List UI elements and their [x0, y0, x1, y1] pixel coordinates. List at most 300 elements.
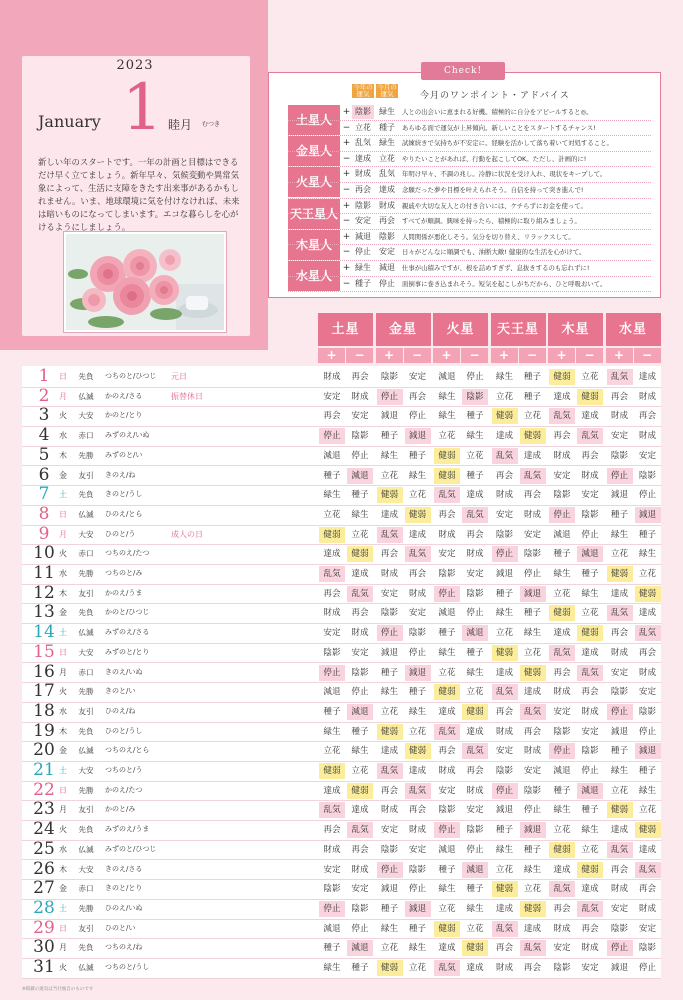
fortune-cell: 達成 — [380, 746, 399, 757]
fortune-cell: 安定 — [495, 509, 514, 520]
fortune-cell: 再会 — [523, 963, 542, 973]
fortune-cell: 財成 — [610, 411, 629, 422]
fortune-cell: 安定 — [523, 766, 542, 776]
fortune-cell: 陰影 — [553, 490, 571, 501]
fortune-cell: 安定 — [408, 844, 427, 855]
advice-text: 面倒事に巻き込まれそう。短気を起こしがちだから、ひと呼吸おいて。 — [402, 279, 607, 288]
advice-month-fortune: 達成 — [379, 185, 395, 194]
fortune-cell: 安定 — [323, 864, 341, 875]
fortune-cell: 立花 — [581, 372, 599, 382]
rokuyo: 仏滅 — [78, 963, 94, 972]
fortune-cell: 健弱 — [577, 862, 603, 878]
fortune-cell: 緑生 — [380, 450, 399, 461]
advice-sign: + — [342, 138, 351, 149]
day-number: 28 — [33, 897, 55, 918]
fortune-cell: 減退 — [323, 687, 341, 698]
fortune-cell: 緑生 — [408, 943, 427, 954]
eto: きのと/とり — [105, 884, 143, 893]
fortune-cell: 再会 — [351, 844, 369, 855]
fortune-cell: 緑生 — [466, 903, 484, 914]
fortune-cell: 財成 — [553, 450, 571, 461]
month-kana: むつき — [202, 121, 221, 128]
weekday: 日 — [59, 509, 67, 519]
fortune-cell: 種子 — [581, 805, 599, 816]
advice-text: 年明け早々、不調の兆し。冷静に状況を受け入れ、現状をキープして。 — [402, 170, 607, 179]
planet-header-2: 火星 — [433, 313, 488, 346]
rokuyo: 大安 — [78, 529, 94, 539]
advice-year-fortune: 種子 — [355, 278, 371, 288]
fortune-cell: 減退 — [520, 586, 546, 602]
fortune-cell: 健弱 — [347, 783, 373, 799]
fortune-cell: 減退 — [635, 743, 661, 759]
eto: かのと/ひつじ — [105, 608, 150, 617]
fortune-cell: 達成 — [553, 628, 571, 639]
fortune-cell: 達成 — [638, 372, 657, 382]
fortune-cell: 減退 — [553, 529, 571, 540]
fortune-cell: 陰影 — [351, 431, 369, 442]
day-number: 2 — [38, 385, 50, 406]
fortune-cell: 減退 — [405, 428, 431, 444]
advice-text: すべてが順調。興味を持ったら、積極的に取り組みましょう。 — [402, 217, 581, 226]
fortune-cell: 乱気 — [347, 822, 373, 838]
eto: きのと/い — [105, 687, 136, 696]
day-number: 25 — [33, 838, 55, 859]
fortune-cell: 健弱 — [405, 507, 431, 523]
advice-month-fortune: 緑生 — [379, 107, 395, 116]
fortune-cell: 再会 — [466, 766, 484, 776]
fortune-cell: 陰影 — [351, 903, 369, 914]
advice-sign: + — [342, 231, 351, 242]
rokuyo: 先勝 — [78, 569, 94, 578]
fortune-cell: 財成 — [523, 509, 542, 520]
weekday: 月 — [59, 805, 67, 815]
fortune-cell: 再会 — [495, 470, 514, 481]
fortune-cell: 健弱 — [577, 625, 603, 641]
fortune-cell: 減退 — [610, 490, 629, 501]
fortune-cell: 停止 — [408, 884, 427, 895]
fortune-cell: 再会 — [351, 608, 369, 619]
plus-header-1: + — [376, 348, 403, 363]
fortune-cell: 陰影 — [495, 766, 514, 776]
advice-year-fortune: 再会 — [355, 185, 371, 194]
day-row — [22, 958, 661, 979]
fortune-cell: 停止 — [638, 963, 657, 973]
advice-planet-label: 土星人 — [288, 105, 340, 135]
eto: つちのと/う — [105, 766, 143, 774]
fortune-cell: 健弱 — [549, 605, 575, 621]
fortune-cell: 減退 — [380, 884, 399, 895]
rokuyo: 仏滅 — [78, 509, 94, 519]
fortune-cell: 乱気 — [492, 684, 518, 700]
fortune-cell: 健弱 — [549, 369, 575, 385]
fortune-cell: 健弱 — [462, 704, 488, 720]
fortune-cell: 健弱 — [520, 665, 546, 681]
rokuyo: 先負 — [78, 490, 94, 500]
advice-sign: − — [342, 153, 351, 164]
advice-sign: − — [342, 278, 351, 289]
fortune-cell: 健弱 — [434, 468, 460, 484]
fortune-cell: 立花 — [380, 470, 399, 481]
fortune-cell: 減退 — [438, 372, 456, 382]
fortune-cell: 健弱 — [434, 684, 460, 700]
fortune-cell: 乱気 — [405, 546, 431, 562]
fortune-cell: 緑生 — [581, 825, 599, 836]
fortune-cell: 再会 — [408, 805, 427, 816]
fortune-cell: 健弱 — [607, 566, 633, 582]
day-row — [22, 860, 661, 881]
month-english: January — [38, 112, 101, 131]
eto: みずのと/い — [105, 450, 143, 459]
fortune-cell: 再会 — [408, 391, 427, 402]
day-number: 30 — [33, 937, 55, 958]
fortune-cell: 財成 — [581, 943, 599, 954]
advice-sign: − — [342, 122, 351, 133]
weekday: 金 — [59, 470, 67, 480]
fortune-cell: 種子 — [323, 470, 341, 481]
rokuyo: 大安 — [78, 766, 94, 775]
fortune-cell: 達成 — [523, 687, 542, 698]
fortune-cell: 財成 — [638, 667, 657, 678]
day-row — [22, 722, 661, 743]
fortune-cell: 陰影 — [610, 923, 629, 934]
fortune-cell: 陰影 — [581, 509, 599, 520]
fortune-cell: 安定 — [408, 372, 427, 382]
fortune-cell: 健弱 — [520, 901, 546, 917]
fortune-cell: 停止 — [434, 822, 460, 838]
fortune-cell: 緑生 — [495, 372, 514, 382]
fortune-cell: 財成 — [638, 903, 657, 914]
day-number: 24 — [33, 819, 55, 840]
fortune-cell: 緑生 — [581, 588, 599, 599]
rokuyo: 先勝 — [78, 903, 94, 913]
holiday-label: 元日 — [171, 372, 187, 381]
fortune-cell: 陰影 — [523, 549, 542, 560]
rokuyo: 赤口 — [78, 667, 94, 677]
day-number: 14 — [33, 622, 55, 643]
fortune-cell: 再会 — [553, 431, 571, 442]
eto: みずのえ/うま — [105, 825, 150, 834]
fortune-cell: 達成 — [351, 805, 369, 816]
rokuyo: 仏滅 — [78, 628, 94, 638]
day-number: 31 — [33, 957, 55, 977]
advice-heading: 今月のワンポイント・アドバイス — [420, 91, 570, 101]
fortune-cell: 乱気 — [549, 881, 575, 897]
fortune-cell: 種子 — [380, 431, 399, 442]
fortune-cell: 安定 — [351, 647, 369, 658]
fortune-cell: 立花 — [408, 963, 427, 973]
fortune-cell: 陰影 — [523, 785, 542, 796]
weekday: 水 — [59, 844, 67, 854]
fortune-cell: 種子 — [466, 470, 484, 481]
weekday: 火 — [59, 687, 67, 697]
fortune-cell: 財成 — [408, 825, 427, 836]
fortune-cell: 陰影 — [380, 372, 399, 382]
fortune-cell: 停止 — [607, 468, 633, 484]
plus-header-4: + — [548, 348, 575, 363]
advice-month-fortune: 種子 — [379, 122, 395, 132]
weekday: 月 — [59, 529, 67, 539]
fortune-cell: 停止 — [549, 507, 575, 523]
weekday: 月 — [59, 667, 67, 677]
advice-text: 人との出会いに恵まれる好機。積極的に自分をアピールすると◎。 — [402, 108, 593, 116]
day-row — [22, 800, 661, 821]
advice-year-fortune: 安定 — [355, 216, 371, 226]
weekday: 日 — [59, 647, 67, 657]
fortune-cell: 減退 — [380, 411, 399, 422]
eto: つちのと/ひつじ — [105, 372, 157, 380]
fortune-cell: 再会 — [610, 864, 629, 875]
advice-text: 親戚や大切な友人との付き合いには、ケチらずにお金を使って。 — [402, 201, 587, 210]
fortune-cell: 停止 — [581, 766, 599, 776]
weekday: 火 — [59, 963, 67, 972]
fortune-cell: 乱気 — [520, 468, 546, 484]
fortune-cell: 乱気 — [377, 527, 403, 543]
day-row — [22, 781, 661, 802]
fortune-cell: 健弱 — [635, 586, 661, 602]
fortune-cell: 立花 — [380, 706, 399, 717]
fortune-cell: 乱気 — [549, 408, 575, 424]
fortune-cell: 停止 — [638, 726, 657, 737]
rokuyo: 大安 — [78, 411, 94, 421]
fortune-cell: 財成 — [581, 706, 599, 717]
fortune-cell: 緑生 — [323, 963, 341, 973]
advice-sign: − — [342, 185, 351, 195]
weekday: 木 — [59, 864, 67, 874]
fortune-cell: 停止 — [607, 940, 633, 956]
fortune-cell: 陰影 — [553, 726, 571, 737]
fortune-cell: 種子 — [638, 766, 657, 776]
fortune-cell: 財成 — [610, 884, 629, 895]
minus-header-4: − — [576, 348, 603, 363]
fortune-cell: 緑生 — [380, 687, 399, 698]
fortune-cell: 健弱 — [492, 645, 518, 661]
fortune-cell: 財成 — [495, 726, 514, 737]
weekday: 金 — [59, 746, 67, 756]
fortune-cell: 減退 — [438, 608, 456, 619]
weekday: 月 — [59, 391, 67, 401]
fortune-cell: 立花 — [523, 647, 542, 658]
fortune-cell: 停止 — [581, 529, 599, 540]
fortune-cell: 停止 — [377, 862, 403, 878]
advice-sign: − — [342, 216, 351, 227]
fortune-cell: 安定 — [523, 529, 542, 540]
fortune-cell: 再会 — [553, 903, 571, 914]
fortune-cell: 安定 — [438, 785, 456, 796]
fortune-cell: 達成 — [408, 529, 427, 540]
eto: かのえ/うま — [105, 588, 143, 597]
fortune-cell: 乱気 — [607, 842, 633, 858]
day-row — [22, 564, 661, 585]
eto: つちのえ/ね — [105, 943, 143, 952]
weekday: 土 — [59, 903, 67, 913]
advice-planet-label: 金星人 — [288, 136, 340, 166]
eto: つちのと/うし — [105, 963, 150, 971]
check-title: Check! — [421, 62, 505, 80]
month-fortune-header: 今月の運気 — [377, 83, 397, 98]
month-number: 1 — [122, 71, 163, 145]
weekday: 木 — [59, 588, 67, 598]
month-japanese: 睦月 — [168, 118, 193, 132]
eto: つちのえ/とら — [105, 746, 150, 755]
fortune-cell: 減退 — [462, 862, 488, 878]
fortune-cell: 立花 — [638, 569, 657, 579]
eto: ひのと/う — [105, 529, 136, 538]
fortune-cell: 停止 — [408, 411, 427, 422]
fortune-cell: 種子 — [408, 923, 427, 934]
fortune-cell: 達成 — [438, 943, 456, 954]
fortune-cell: 緑生 — [553, 569, 571, 579]
fortune-cell: 減退 — [495, 569, 514, 579]
day-number: 3 — [38, 405, 50, 426]
fortune-cell: 立花 — [351, 529, 369, 540]
fortune-cell: 立花 — [495, 391, 514, 402]
fortune-cell: 健弱 — [319, 527, 345, 543]
rokuyo: 友引 — [78, 923, 94, 933]
eto: ひのえ/いぬ — [105, 903, 143, 912]
fortune-cell: 達成 — [438, 706, 456, 717]
fortune-cell: 緑生 — [380, 923, 399, 934]
fortune-cell: 財成 — [638, 391, 657, 402]
advice-month-fortune: 陰影 — [379, 231, 395, 241]
fortune-cell: 停止 — [408, 647, 427, 658]
fortune-cell: 健弱 — [377, 487, 403, 503]
fortune-cell: 種子 — [438, 628, 456, 639]
planet-header-1: 金星 — [376, 313, 431, 346]
fortune-cell: 減退 — [405, 901, 431, 917]
fortune-cell: 緑生 — [438, 411, 456, 422]
fortune-cell: 減退 — [347, 940, 373, 956]
weekday: 金 — [59, 884, 67, 894]
advice-year-fortune: 立花 — [355, 122, 371, 132]
fortune-cell: 安定 — [638, 687, 657, 698]
fortune-cell: 種子 — [581, 569, 599, 579]
fortune-cell: 陰影 — [581, 746, 599, 757]
rokuyo: 大安 — [78, 864, 94, 874]
fortune-cell: 立花 — [638, 805, 657, 816]
fortune-cell: 再会 — [466, 529, 484, 540]
fortune-cell: 減退 — [610, 963, 629, 973]
fortune-cell: 財成 — [610, 647, 629, 658]
weekday: 水 — [59, 569, 67, 578]
fortune-cell: 停止 — [492, 546, 518, 562]
fortune-cell: 乱気 — [434, 960, 460, 976]
fortune-cell: 達成 — [495, 667, 514, 678]
fortune-cell: 緑生 — [438, 647, 456, 658]
advice-text: 日々がどんなに順調でも、油断大敵! 健康的な生活を心がけて。 — [402, 248, 586, 257]
fortune-cell: 乱気 — [520, 704, 546, 720]
rose-bouquet-image — [66, 234, 224, 330]
fortune-cell: 財成 — [553, 687, 571, 698]
fortune-cell: 種子 — [408, 450, 427, 461]
fortune-cell: 陰影 — [380, 608, 399, 619]
year-fortune-header: 今年の運気 — [353, 83, 373, 98]
day-number: 22 — [33, 779, 55, 800]
fortune-cell: 達成 — [466, 726, 484, 737]
rokuyo: 仏滅 — [78, 746, 94, 756]
fortune-cell: 健弱 — [319, 763, 345, 779]
fortune-cell: 乱気 — [319, 802, 345, 818]
fortune-cell: 再会 — [408, 569, 427, 579]
fortune-cell: 立花 — [495, 628, 514, 639]
fortune-cell: 達成 — [408, 766, 427, 776]
fortune-cell: 再会 — [323, 411, 341, 422]
weekday: 木 — [59, 450, 67, 460]
advice-text: やりたいことがあれば、行動を起こしてOK。ただし、計画的に! — [402, 154, 587, 163]
fortune-cell: 減退 — [323, 450, 341, 461]
fortune-cell: 種子 — [323, 706, 341, 717]
rokuyo: 先負 — [78, 372, 94, 381]
eto: つちのえ/たつ — [105, 549, 150, 558]
eto: かのと/とり — [105, 411, 143, 420]
rokuyo: 赤口 — [78, 431, 94, 441]
fortune-cell: 達成 — [523, 923, 542, 934]
fortune-cell: 乱気 — [434, 487, 460, 503]
day-number: 26 — [33, 858, 55, 879]
day-row — [22, 899, 661, 920]
fortune-cell: 財成 — [351, 864, 369, 875]
fortune-cell: 停止 — [377, 389, 403, 405]
fortune-cell: 乱気 — [492, 448, 518, 464]
fortune-cell: 安定 — [408, 608, 427, 619]
advice-month-fortune: 立花 — [379, 153, 395, 163]
fortune-cell: 種子 — [408, 687, 427, 698]
fortune-cell: 安定 — [581, 726, 599, 737]
rokuyo: 赤口 — [78, 884, 94, 894]
rokuyo: 先勝 — [78, 785, 94, 795]
day-row — [22, 682, 661, 703]
advice-year-fortune: 陰影 — [355, 200, 371, 210]
weekday: 火 — [59, 825, 67, 835]
fortune-cell: 減退 — [577, 783, 603, 799]
fortune-cell: 達成 — [523, 450, 542, 461]
fortune-cell: 安定 — [380, 825, 399, 836]
fortune-cell: 停止 — [319, 428, 345, 444]
advice-text: 仕事が山積みですが、根を詰めすぎず、息抜きするのも忘れずに! — [402, 264, 590, 272]
advice-month-fortune: 安定 — [379, 247, 395, 257]
fortune-cell: 財成 — [323, 608, 341, 619]
intro-text: 新しい年のスタートです。一年の計画と目標はできるだけ早く立てましょう。新年早々、気候変動や異常気象によって、生活に支障をきたす出来事があるかもしれません。いま、地球環境に気を付けなければ、未来は暗いものになってしまいます。エコな暮らしを心がけるようにしましょう。 — [38, 157, 240, 232]
fortune-cell: 再会 — [638, 647, 657, 658]
eto: かのえ/たつ — [105, 785, 143, 794]
rokuyo: 仏滅 — [78, 844, 94, 854]
day-row — [22, 446, 661, 467]
day-number: 21 — [33, 760, 55, 780]
fortune-cell: 達成 — [495, 903, 514, 914]
fortune-cell: 陰影 — [408, 864, 427, 875]
fortune-cell: 再会 — [438, 746, 456, 757]
advice-month-fortune: 減退 — [379, 263, 395, 272]
fortune-cell: 乱気 — [462, 743, 488, 759]
fortune-cell: 安定 — [466, 569, 484, 579]
fortune-cell: 減退 — [553, 766, 571, 776]
fortune-cell: 安定 — [553, 470, 571, 481]
fortune-cell: 立花 — [438, 431, 456, 442]
fortune-cell: 立花 — [438, 903, 456, 914]
fortune-cell: 再会 — [323, 588, 341, 599]
weekday: 日 — [59, 785, 67, 795]
rose-photo — [64, 232, 226, 332]
fortune-cell: 停止 — [549, 743, 575, 759]
fortune-cell: 乱気 — [607, 369, 633, 385]
day-number: 4 — [38, 425, 50, 446]
fortune-cell: 健弱 — [347, 546, 373, 562]
eto: みずのと/ひつじ — [105, 844, 157, 853]
rokuyo: 先勝 — [78, 687, 94, 697]
fortune-cell: 種子 — [438, 864, 456, 875]
fortune-cell: 達成 — [638, 844, 657, 855]
fortune-cell: 立花 — [408, 490, 427, 501]
rokuyo: 友引 — [78, 706, 94, 716]
